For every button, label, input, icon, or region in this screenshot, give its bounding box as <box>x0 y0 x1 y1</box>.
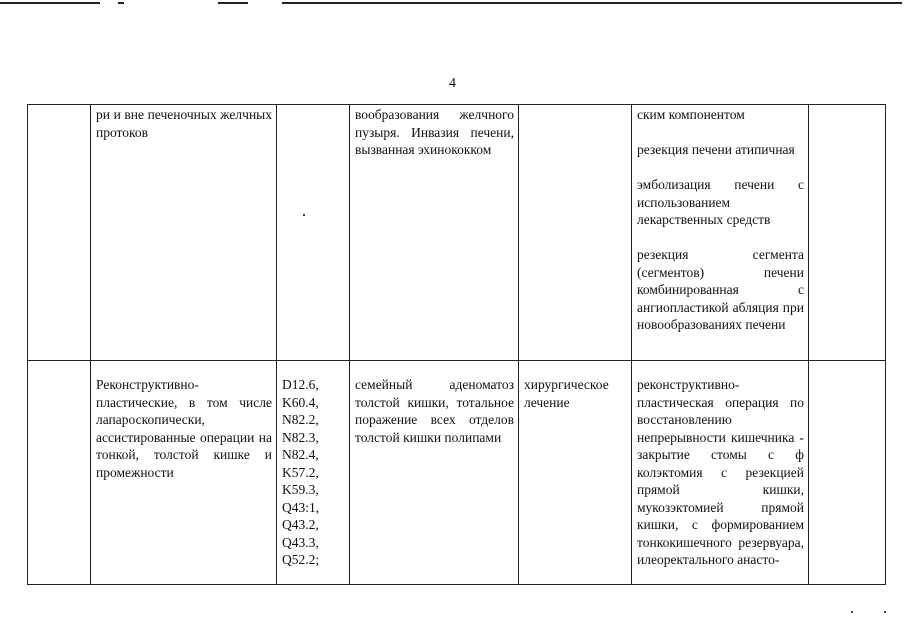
method-paragraph: резекция печени атипичная <box>637 142 795 157</box>
table-cell-method <box>632 105 809 361</box>
table-cell-cost <box>809 361 886 585</box>
scan-speck <box>851 611 853 613</box>
procedures-table <box>27 104 886 585</box>
method-paragraph: эмболизация печени с использованием лекарственных средств <box>637 177 804 227</box>
table-cell-diagnosis: семейный аденоматоз толстой кишки, тотальное поражение всех отделов толстой кишки полипами <box>350 361 519 585</box>
scan-artifact-top-edge <box>0 0 905 6</box>
table-cell-method: реконструктивно-пластическая операция по восстановлению непрерывности кишечника - закрытие стомы с ф колэктомия с резекцией прямой кишки, мукозэктомией прямой кишки, с формированием тонкокишечного резервуара, илеоректального анасто- <box>632 361 809 585</box>
scan-speck <box>303 214 305 216</box>
table-cell-profile: ри и вне печеночных желчных протоков <box>91 105 277 361</box>
table-cell-number <box>28 361 91 585</box>
table-cell-profile: Реконструктивно-пластические, в том числе лапароскопически, ассистированные операции на тонкой, толстой кишке и промежности <box>91 361 277 585</box>
table-row <box>28 105 886 361</box>
scan-speck <box>884 611 886 613</box>
table-cell-number <box>28 105 91 361</box>
table-cell-cost <box>809 105 886 361</box>
table-row <box>28 361 886 585</box>
method-paragraph: ским компонентом <box>637 107 745 122</box>
table-cell-diagnosis: вообразования желчного пузыря. Инвазия печени, вызванная эхинококком <box>350 105 519 361</box>
table-cell-codes: D12.6, K60.4, N82.2, N82.3, N82.4, K57.2, K59.3, Q43:1, Q43.2, Q43.3, Q52.2; <box>277 361 350 585</box>
method-paragraph: резекция сегмента (сегментов) печени комбинированная с ангиопластикой абляция при новообразованиях печени <box>637 247 804 332</box>
page-number: 4 <box>449 76 456 91</box>
table-cell-treatment-type: хирургическое лечение <box>519 361 632 585</box>
table-cell-treatment-type <box>519 105 632 361</box>
table-cell-codes <box>277 105 350 361</box>
